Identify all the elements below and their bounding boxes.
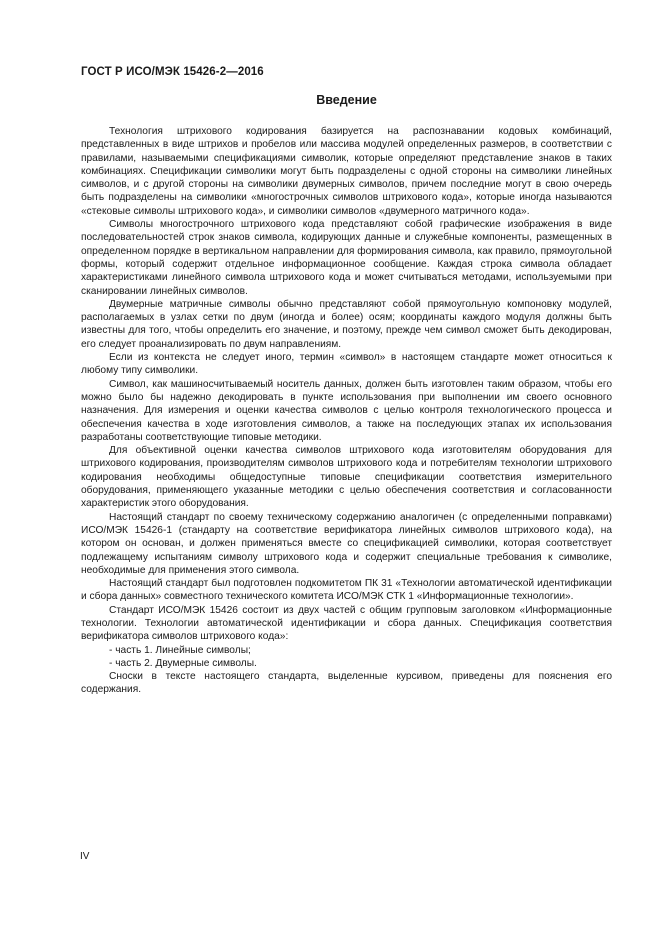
list-item: - часть 1. Линейные символы;	[109, 644, 251, 656]
paragraph: Символы многострочного штрихового кода представляют собой графические изображения в виде последовательностей строк знаков символа, кодирующих данные и служебные компоненты, размещенных в определенном порядке в вертикальном направлении для формирования символа, как правило, прямоугольной формы, который содержит отдельное информационное сообщение. Каждая строка символа обладает характеристиками линейного символа штрихового кода и может считываться методами, используемыми при сканировании линейных символов.	[81, 219, 612, 297]
paragraph: Если из контекста не следует иного, термин «символ» в настоящем стандарте может относиться к любому типу символики.	[81, 352, 612, 377]
standard-header: ГОСТ Р ИСО/МЭК 15426-2—2016	[81, 66, 264, 78]
paragraph: Сноски в тексте настоящего стандарта, выделенные курсивом, приведены для пояснения его содержания.	[81, 671, 612, 696]
introduction-body	[81, 125, 612, 697]
list-item: - часть 2. Двумерные символы.	[109, 657, 257, 669]
paragraph: Для объективной оценки качества символов штрихового кода изготовителям оборудования для штрихового кодирования, производителям символов штрихового кода и потребителям технологии штрихового кодирования необходимы общедоступные типовые спецификации соответствия измерительного оборудования, применяющего указанные методики с целью обеспечения соответствия и согласованности характеристик этого оборудования.	[81, 445, 612, 510]
paragraph: Настоящий стандарт по своему техническому содержанию аналогичен (с определенными поправками) ИСО/МЭК 15426-1 (стандарту на соответствие верификатора линейных символов штрихового кода), на котором он основан, и должен применяться вместе со спецификацией символики, которая соответствует подлежащему испытаниям символу штрихового кода и содержит специальные требования к символике, необходимые для применения этого символа.	[81, 511, 612, 576]
paragraph: Технология штрихового кодирования базируется на распознавании кодовых комбинаций, представленных в виде штрихов и пробелов или массива модулей определенных размеров, в соответствии с правилами, называемыми спецификациями символик, которые определяют представление знаков в таких комбинациях. Спецификации символики могут быть подразделены с одной стороны на символики линейных символов, и с другой стороны на символики двумерных символов, причем последние могут в свою очередь быть подразделены на символики «многострочных символов штрихового кода», которые иногда называются «стековые символы штрихового кода», и символики символов «двумерного матричного кода».	[81, 126, 612, 217]
page-number: IV	[80, 851, 90, 862]
section-title: Введение	[316, 93, 377, 107]
paragraph: Символ, как машиносчитываемый носитель данных, должен быть изготовлен таким образом, чтобы его можно было бы надежно декодировать в пункте использования при выполнении им своего основного назначения. Для измерения и оценки качества символов с целью контроля технологического процесса и обеспечения качества в ходе изготовления символов, а также на последующих этапах их использования разработаны соответствующие типовые методики.	[81, 378, 612, 443]
paragraph: Стандарт ИСО/МЭК 15426 состоит из двух частей с общим групповым заголовком «Информационные технологии. Технологии автоматической идентификации и сбора данных. Спецификация соответствия верификатора символов штрихового кода»:	[81, 604, 612, 643]
paragraph: Настоящий стандарт был подготовлен подкомитетом ПК 31 «Технологии автоматической идентификации и сбора данных» совместного технического комитета ИСО/МЭК СТК 1 «Информационные технологии».	[81, 578, 612, 603]
paragraph: Двумерные матричные символы обычно представляют собой прямоугольную компоновку модулей, располагаемых в узлах сетки по двум (иногда и более) осям; координаты каждого модуля должны быть известны для того, чтобы определить его значение, и поэтому, прежде чем символ сможет быть декодирован, его следует проанализировать по двум направлениям.	[81, 298, 612, 350]
